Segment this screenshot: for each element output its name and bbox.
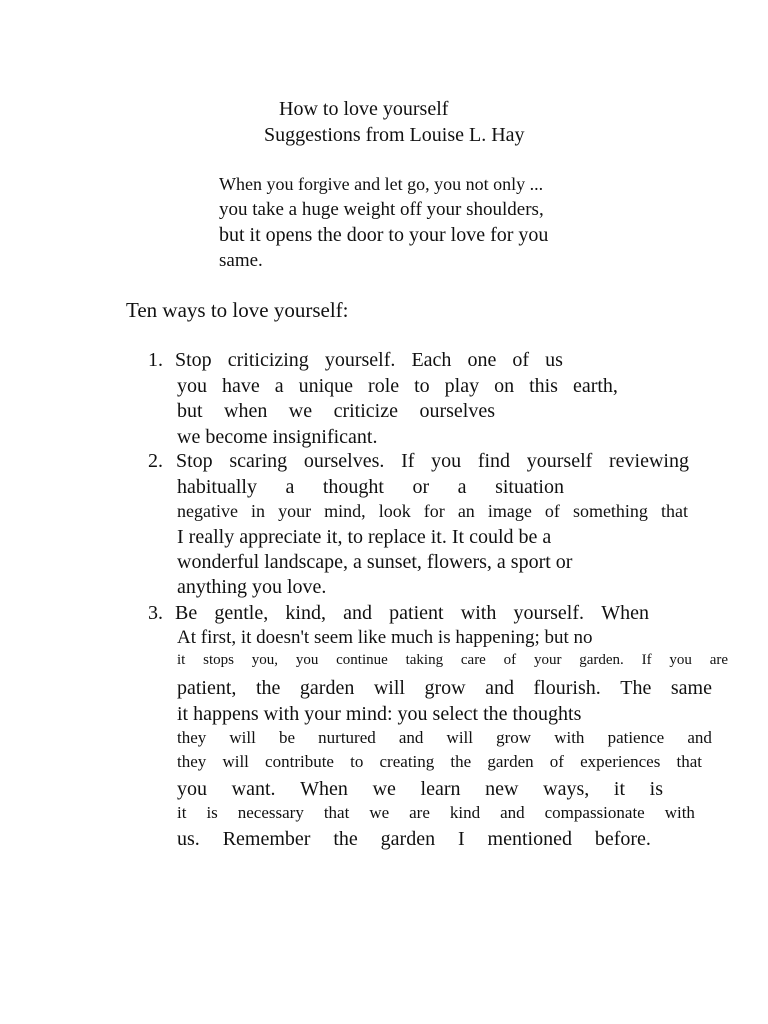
document-title: How to love yourself xyxy=(279,98,449,120)
list-item-line: you have a unique role to play on this earth, xyxy=(177,375,618,397)
quote-line: you take a huge weight off your shoulders, xyxy=(219,199,544,220)
list-item-line: but when we criticize ourselves xyxy=(177,400,495,422)
list-item-line: we become insignificant. xyxy=(177,426,378,448)
list-item-line: wonderful landscape, a sunset, flowers, a sport or xyxy=(177,551,573,573)
section-heading: Ten ways to love yourself: xyxy=(126,298,349,322)
list-item-line: you want. When we learn new ways, it is xyxy=(177,778,663,800)
list-item-line: it is necessary that we are kind and compassionate with xyxy=(177,803,695,822)
list-item-number: 1. xyxy=(148,349,163,371)
list-item-number: 2. xyxy=(148,450,163,472)
list-item-line: habitually a thought or a situation xyxy=(177,476,564,498)
list-item-line: Be gentle, kind, and patient with yourself. When xyxy=(175,602,649,624)
list-item-line: Stop criticizing yourself. Each one of us xyxy=(175,349,563,371)
list-item-line: I really appreciate it, to replace it. It could be a xyxy=(177,526,552,548)
list-item-line: anything you love. xyxy=(177,576,327,598)
list-item-line: it happens with your mind: you select the thoughts xyxy=(177,703,582,725)
list-item-line: At first, it doesn't seem like much is happening; but no xyxy=(177,627,593,648)
list-item-line: they will contribute to creating the garden of experiences that xyxy=(177,752,702,771)
list-item-line: negative in your mind, look for an image of something that xyxy=(177,501,688,521)
list-item-line: patient, the garden will grow and flourish. The same xyxy=(177,677,712,699)
quote-line: When you forgive and let go, you not only ... xyxy=(219,174,544,194)
quote-line: but it opens the door to your love for you xyxy=(219,224,549,246)
list-item-line: they will be nurtured and will grow with patience and xyxy=(177,728,712,747)
list-item-number: 3. xyxy=(148,602,163,624)
list-item-line: us. Remember the garden I mentioned before. xyxy=(177,828,651,850)
list-item-line: it stops you, you continue taking care of your garden. If you are xyxy=(177,652,728,668)
quote-line: same. xyxy=(219,250,263,271)
document-subtitle: Suggestions from Louise L. Hay xyxy=(264,124,525,146)
list-item-line: Stop scaring ourselves. If you find yourself reviewing xyxy=(176,450,689,472)
